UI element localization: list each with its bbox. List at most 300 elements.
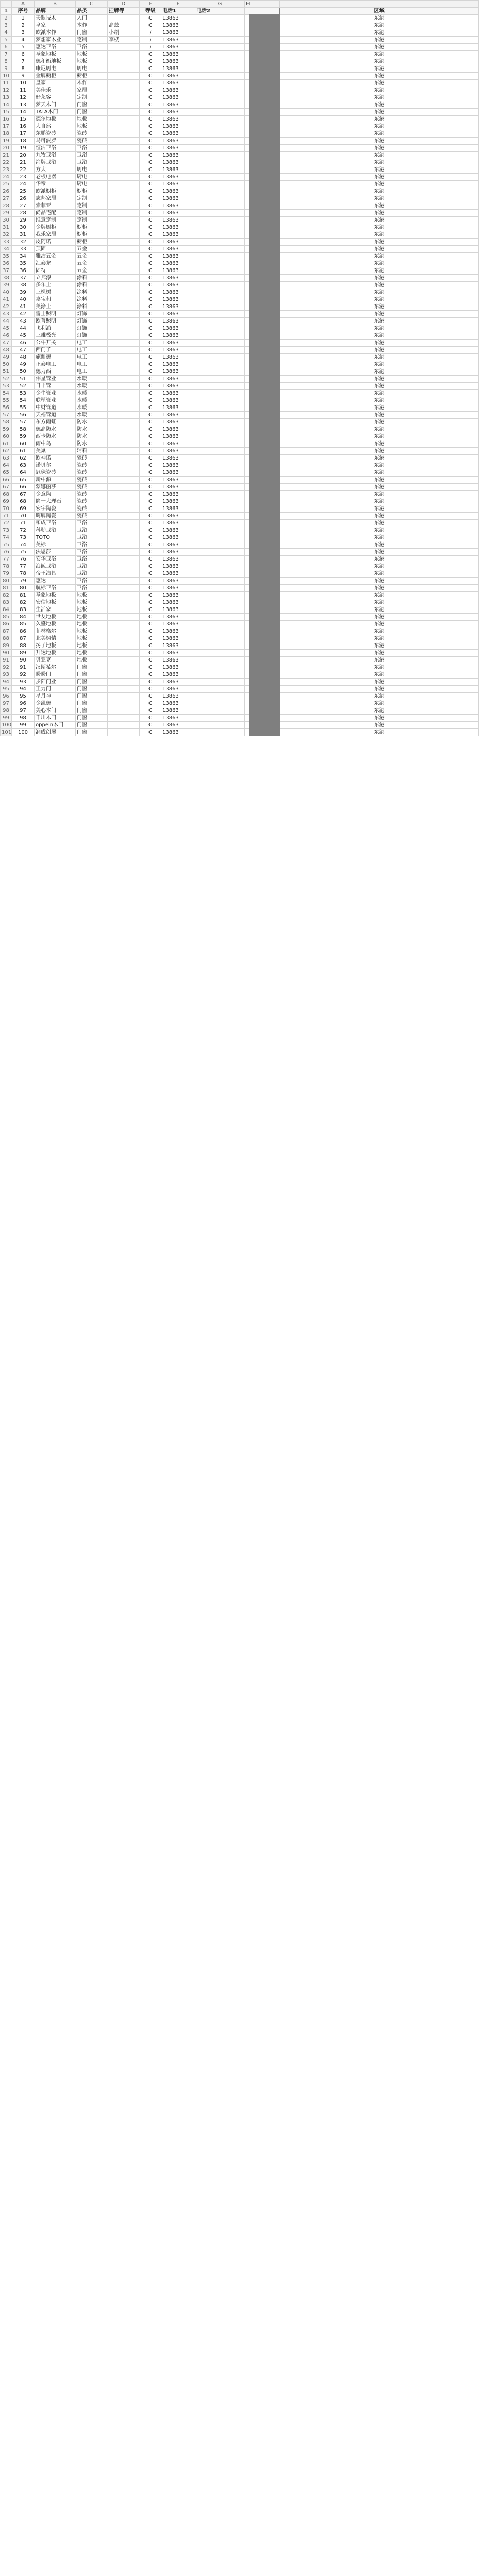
cell[interactable] — [195, 311, 245, 318]
cell[interactable]: 东港 — [280, 44, 479, 51]
cell[interactable]: 东港 — [280, 22, 479, 29]
cell[interactable] — [108, 368, 140, 376]
cell[interactable]: 水暖 — [76, 390, 108, 397]
cell[interactable]: 13863 — [161, 145, 195, 152]
cell[interactable]: 涂料 — [76, 282, 108, 289]
cell[interactable]: 100 — [12, 729, 35, 736]
cell[interactable]: / — [140, 37, 161, 44]
cell[interactable] — [245, 491, 249, 498]
row-number[interactable]: 49 — [1, 354, 12, 361]
cell[interactable] — [195, 116, 245, 123]
cell[interactable]: 13863 — [161, 138, 195, 145]
cell[interactable]: C — [140, 296, 161, 303]
cell[interactable]: 厨电 — [76, 65, 108, 73]
cell[interactable] — [108, 347, 140, 354]
cell[interactable] — [245, 260, 249, 267]
cell[interactable]: 13863 — [161, 715, 195, 722]
cell[interactable]: C — [140, 491, 161, 498]
cell[interactable] — [108, 614, 140, 621]
row-number[interactable]: 45 — [1, 325, 12, 332]
cell[interactable]: C — [140, 311, 161, 318]
row-number[interactable]: 15 — [1, 109, 12, 116]
cell[interactable] — [245, 729, 249, 736]
cell[interactable] — [195, 614, 245, 621]
cell[interactable] — [195, 520, 245, 527]
cell[interactable]: 13863 — [161, 599, 195, 606]
cell[interactable]: 20 — [12, 152, 35, 159]
cell[interactable]: 水暖 — [76, 412, 108, 419]
cell[interactable]: 49 — [12, 361, 35, 368]
cell[interactable]: 13863 — [161, 340, 195, 347]
cell[interactable] — [195, 426, 245, 433]
cell[interactable]: 82 — [12, 599, 35, 606]
cell[interactable]: 金牌橱柜 — [35, 73, 76, 80]
cell[interactable]: 门窗 — [76, 29, 108, 37]
cell[interactable]: 13863 — [161, 116, 195, 123]
cell[interactable]: 东港 — [280, 58, 479, 65]
cell[interactable] — [195, 51, 245, 58]
cell[interactable]: 橱柜 — [76, 224, 108, 231]
cell[interactable]: 志邦家居 — [35, 195, 76, 202]
cell[interactable]: 62 — [12, 455, 35, 462]
cell[interactable]: 13863 — [161, 614, 195, 621]
cell[interactable]: C — [140, 282, 161, 289]
cell[interactable]: 91 — [12, 664, 35, 671]
cell[interactable]: 马可波罗 — [35, 138, 76, 145]
cell[interactable] — [108, 174, 140, 181]
cell[interactable] — [245, 715, 249, 722]
cell[interactable] — [245, 462, 249, 469]
cell[interactable] — [245, 527, 249, 534]
cell[interactable]: 13863 — [161, 296, 195, 303]
cell[interactable]: 13863 — [161, 635, 195, 642]
row-number[interactable]: 64 — [1, 462, 12, 469]
cell[interactable] — [108, 498, 140, 505]
cell[interactable]: C — [140, 217, 161, 224]
cell[interactable] — [195, 368, 245, 376]
cell[interactable] — [195, 462, 245, 469]
cell[interactable] — [195, 491, 245, 498]
cell[interactable] — [108, 318, 140, 325]
cell[interactable]: 58 — [12, 426, 35, 433]
cell[interactable]: 嘉宝莉 — [35, 296, 76, 303]
cell[interactable]: 东港 — [280, 376, 479, 383]
column-header[interactable]: C — [76, 1, 108, 8]
cell[interactable]: 13863 — [161, 455, 195, 462]
cell[interactable]: C — [140, 455, 161, 462]
cell[interactable]: C — [140, 101, 161, 109]
cell[interactable]: 卫浴 — [76, 145, 108, 152]
cell[interactable]: 13863 — [161, 195, 195, 202]
cell[interactable]: 13863 — [161, 311, 195, 318]
cell[interactable] — [108, 195, 140, 202]
cell[interactable]: 7 — [12, 58, 35, 65]
cell[interactable] — [108, 412, 140, 419]
cell[interactable]: 2 — [12, 22, 35, 29]
cell[interactable] — [195, 448, 245, 455]
cell[interactable] — [108, 123, 140, 130]
cell[interactable]: 东港 — [280, 94, 479, 101]
cell[interactable] — [108, 87, 140, 94]
cell[interactable]: 东港 — [280, 101, 479, 109]
row-number[interactable]: 88 — [1, 635, 12, 642]
cell[interactable]: / — [140, 29, 161, 37]
cell[interactable]: C — [140, 505, 161, 513]
cell[interactable] — [245, 556, 249, 563]
cell[interactable]: 92 — [12, 671, 35, 679]
cell[interactable]: 多乐士 — [35, 282, 76, 289]
cell[interactable]: 东港 — [280, 87, 479, 94]
cell[interactable] — [245, 217, 249, 224]
cell[interactable]: C — [140, 592, 161, 599]
cell[interactable] — [245, 426, 249, 433]
cell[interactable]: 东港 — [280, 570, 479, 578]
cell[interactable]: 卫浴 — [76, 534, 108, 541]
cell[interactable]: 东港 — [280, 239, 479, 246]
cell[interactable] — [108, 138, 140, 145]
cell[interactable]: 东港 — [280, 340, 479, 347]
cell[interactable] — [195, 159, 245, 166]
cell[interactable]: 门窗 — [76, 700, 108, 707]
row-number[interactable]: 55 — [1, 397, 12, 404]
cell[interactable] — [108, 325, 140, 332]
cell[interactable] — [195, 246, 245, 253]
cell[interactable]: 天福管道 — [35, 412, 76, 419]
cell[interactable] — [245, 541, 249, 549]
cell[interactable] — [108, 239, 140, 246]
cell[interactable]: 索菲亚 — [35, 202, 76, 210]
row-number[interactable]: 67 — [1, 484, 12, 491]
cell[interactable] — [195, 679, 245, 686]
row-number[interactable]: 42 — [1, 303, 12, 311]
cell[interactable] — [108, 181, 140, 188]
cell[interactable]: 东港 — [280, 311, 479, 318]
cell[interactable]: 金意陶 — [35, 491, 76, 498]
row-number[interactable]: 50 — [1, 361, 12, 368]
cell[interactable] — [245, 578, 249, 585]
cell[interactable]: 电话2 — [195, 8, 245, 15]
cell[interactable]: 1 — [12, 15, 35, 22]
cell[interactable]: 东港 — [280, 715, 479, 722]
cell[interactable]: 定制 — [76, 195, 108, 202]
cell[interactable] — [245, 657, 249, 664]
cell[interactable]: 东港 — [280, 578, 479, 585]
cell[interactable]: C — [140, 541, 161, 549]
cell[interactable] — [195, 188, 245, 195]
cell[interactable] — [108, 534, 140, 541]
cell[interactable] — [195, 563, 245, 570]
cell[interactable]: 东港 — [280, 397, 479, 404]
cell[interactable]: C — [140, 376, 161, 383]
cell[interactable]: C — [140, 275, 161, 282]
cell[interactable]: 小胡 — [108, 29, 140, 37]
cell[interactable] — [195, 202, 245, 210]
cell[interactable] — [108, 217, 140, 224]
cell[interactable] — [108, 397, 140, 404]
cell[interactable]: 59 — [12, 433, 35, 440]
cell[interactable] — [245, 650, 249, 657]
cell[interactable]: C — [140, 440, 161, 448]
cell[interactable] — [245, 101, 249, 109]
cell[interactable]: C — [140, 202, 161, 210]
cell[interactable]: 金牌厨柜 — [35, 224, 76, 231]
cell[interactable]: 王力门 — [35, 686, 76, 693]
cell[interactable]: 区域 — [280, 8, 479, 15]
cell[interactable]: C — [140, 65, 161, 73]
cell[interactable] — [195, 282, 245, 289]
cell[interactable]: 久盛地板 — [35, 621, 76, 628]
cell[interactable]: TOTO — [35, 534, 76, 541]
cell[interactable]: C — [140, 109, 161, 116]
cell[interactable] — [195, 383, 245, 390]
cell[interactable]: 31 — [12, 231, 35, 239]
cell[interactable]: 67 — [12, 491, 35, 498]
cell[interactable]: 航标卫浴 — [35, 585, 76, 592]
cell[interactable]: 东港 — [280, 585, 479, 592]
row-number[interactable]: 27 — [1, 195, 12, 202]
cell[interactable]: 欧神诺 — [35, 455, 76, 462]
cell[interactable] — [245, 635, 249, 642]
cell[interactable]: 伟星管业 — [35, 376, 76, 383]
row-number[interactable]: 6 — [1, 44, 12, 51]
cell[interactable]: 东港 — [280, 729, 479, 736]
row-number[interactable]: 99 — [1, 715, 12, 722]
cell[interactable] — [245, 253, 249, 260]
cell[interactable]: 东港 — [280, 679, 479, 686]
cell[interactable]: C — [140, 73, 161, 80]
cell[interactable] — [108, 267, 140, 275]
cell[interactable]: 13863 — [161, 527, 195, 534]
cell[interactable]: 汇泰龙 — [35, 260, 76, 267]
cell[interactable]: 菲林格尔 — [35, 628, 76, 635]
cell[interactable]: 72 — [12, 527, 35, 534]
cell[interactable]: 防水 — [76, 440, 108, 448]
cell[interactable] — [195, 253, 245, 260]
row-number[interactable]: 70 — [1, 505, 12, 513]
cell[interactable]: 13863 — [161, 267, 195, 275]
cell[interactable] — [195, 440, 245, 448]
cell[interactable]: 13863 — [161, 253, 195, 260]
cell[interactable]: 家居 — [76, 87, 108, 94]
cell[interactable]: C — [140, 303, 161, 311]
row-number[interactable]: 85 — [1, 614, 12, 621]
cell[interactable]: 东港 — [280, 599, 479, 606]
cell[interactable]: 96 — [12, 700, 35, 707]
cell[interactable] — [245, 404, 249, 412]
cell[interactable]: 13863 — [161, 58, 195, 65]
cell[interactable]: 厨电 — [76, 174, 108, 181]
cell[interactable] — [245, 628, 249, 635]
cell[interactable] — [245, 159, 249, 166]
cell[interactable]: / — [140, 44, 161, 51]
cell[interactable]: 14 — [12, 109, 35, 116]
cell[interactable]: C — [140, 195, 161, 202]
cell[interactable]: 13863 — [161, 275, 195, 282]
cell[interactable]: 东港 — [280, 433, 479, 440]
cell[interactable]: 顶固 — [35, 246, 76, 253]
cell[interactable]: 44 — [12, 325, 35, 332]
cell[interactable]: 东港 — [280, 541, 479, 549]
cell[interactable]: 木作 — [76, 22, 108, 29]
cell[interactable]: 5 — [12, 44, 35, 51]
row-number[interactable]: 93 — [1, 671, 12, 679]
row-number[interactable]: 36 — [1, 260, 12, 267]
cell[interactable]: 水暖 — [76, 376, 108, 383]
cell[interactable]: 地板 — [76, 123, 108, 130]
cell[interactable] — [195, 671, 245, 679]
cell[interactable]: 东港 — [280, 549, 479, 556]
cell[interactable]: 安华卫浴 — [35, 556, 76, 563]
cell[interactable] — [195, 484, 245, 491]
row-number[interactable]: 2 — [1, 15, 12, 22]
cell[interactable]: 门窗 — [76, 679, 108, 686]
cell[interactable] — [245, 707, 249, 715]
cell[interactable]: 华帝 — [35, 181, 76, 188]
row-number[interactable]: 34 — [1, 246, 12, 253]
cell[interactable]: 13863 — [161, 505, 195, 513]
row-number[interactable]: 97 — [1, 700, 12, 707]
cell[interactable]: 60 — [12, 440, 35, 448]
cell[interactable]: 78 — [12, 570, 35, 578]
cell[interactable]: 48 — [12, 354, 35, 361]
cell[interactable] — [245, 94, 249, 101]
cell[interactable]: 27 — [12, 202, 35, 210]
cell[interactable]: 16 — [12, 123, 35, 130]
cell[interactable]: 东港 — [280, 159, 479, 166]
cell[interactable]: C — [140, 570, 161, 578]
row-number[interactable]: 35 — [1, 253, 12, 260]
cell[interactable] — [108, 635, 140, 642]
cell[interactable]: 13863 — [161, 556, 195, 563]
cell[interactable]: C — [140, 650, 161, 657]
cell[interactable]: 防水 — [76, 433, 108, 440]
cell[interactable]: 86 — [12, 628, 35, 635]
cell[interactable] — [195, 513, 245, 520]
cell[interactable] — [245, 195, 249, 202]
cell[interactable]: 联塑管业 — [35, 397, 76, 404]
cell[interactable]: 中财管道 — [35, 404, 76, 412]
cell[interactable]: 13863 — [161, 628, 195, 635]
cell[interactable]: 11 — [12, 87, 35, 94]
row-number[interactable]: 59 — [1, 426, 12, 433]
cell[interactable]: 东港 — [280, 440, 479, 448]
cell[interactable]: 24 — [12, 181, 35, 188]
cell[interactable]: oppein木门 — [35, 722, 76, 729]
row-number[interactable]: 71 — [1, 513, 12, 520]
cell[interactable]: C — [140, 469, 161, 477]
cell[interactable]: 施耐德 — [35, 354, 76, 361]
cell[interactable]: C — [140, 563, 161, 570]
cell[interactable] — [195, 138, 245, 145]
cell[interactable]: 门窗 — [76, 686, 108, 693]
row-number[interactable]: 89 — [1, 642, 12, 650]
cell[interactable] — [195, 650, 245, 657]
row-number[interactable]: 44 — [1, 318, 12, 325]
row-number[interactable]: 77 — [1, 556, 12, 563]
cell[interactable]: 立邦漆 — [35, 275, 76, 282]
cell[interactable] — [195, 412, 245, 419]
row-number[interactable]: 29 — [1, 210, 12, 217]
cell[interactable]: 50 — [12, 368, 35, 376]
cell[interactable]: 13863 — [161, 700, 195, 707]
row-number[interactable]: 75 — [1, 541, 12, 549]
cell[interactable]: 13863 — [161, 534, 195, 541]
cell[interactable]: 电工 — [76, 340, 108, 347]
row-number[interactable]: 54 — [1, 390, 12, 397]
cell[interactable]: 浪鲸卫浴 — [35, 563, 76, 570]
cell[interactable] — [108, 700, 140, 707]
cell[interactable]: 东港 — [280, 354, 479, 361]
cell[interactable]: 瓷砖 — [76, 138, 108, 145]
cell[interactable]: 皇家 — [35, 80, 76, 87]
cell[interactable]: 13863 — [161, 592, 195, 599]
cell[interactable]: 13863 — [161, 22, 195, 29]
cell[interactable]: C — [140, 51, 161, 58]
cell[interactable] — [195, 578, 245, 585]
cell[interactable] — [245, 311, 249, 318]
cell[interactable]: 地板 — [76, 635, 108, 642]
cell[interactable]: 东港 — [280, 527, 479, 534]
cell[interactable]: 东港 — [280, 426, 479, 433]
cell[interactable] — [245, 570, 249, 578]
cell[interactable]: 29 — [12, 217, 35, 224]
cell[interactable]: TATA木门 — [35, 109, 76, 116]
cell[interactable]: 东港 — [280, 15, 479, 22]
cell[interactable]: 93 — [12, 679, 35, 686]
cell[interactable]: 13863 — [161, 361, 195, 368]
cell[interactable] — [245, 390, 249, 397]
cell[interactable]: 东港 — [280, 621, 479, 628]
cell[interactable] — [245, 73, 249, 80]
cell[interactable]: 13863 — [161, 109, 195, 116]
cell[interactable]: 橱柜 — [76, 239, 108, 246]
cell[interactable]: C — [140, 383, 161, 390]
cell[interactable] — [245, 700, 249, 707]
cell[interactable]: 等级 — [140, 8, 161, 15]
cell[interactable]: 大自然 — [35, 123, 76, 130]
cell[interactable] — [245, 549, 249, 556]
cell[interactable]: 东港 — [280, 693, 479, 700]
row-number[interactable]: 23 — [1, 166, 12, 174]
cell[interactable]: 尚品宅配 — [35, 210, 76, 217]
cell[interactable]: 13863 — [161, 693, 195, 700]
cell[interactable]: 地板 — [76, 58, 108, 65]
row-number[interactable]: 72 — [1, 520, 12, 527]
cell[interactable] — [245, 376, 249, 383]
cell[interactable]: 30 — [12, 224, 35, 231]
cell[interactable] — [108, 159, 140, 166]
cell[interactable]: C — [140, 679, 161, 686]
cell[interactable]: 五金 — [76, 267, 108, 275]
cell[interactable]: 雷士照明 — [35, 311, 76, 318]
cell[interactable] — [195, 707, 245, 715]
cell[interactable] — [108, 260, 140, 267]
cell[interactable]: 欧派木作 — [35, 29, 76, 37]
cell[interactable]: 世友地板 — [35, 614, 76, 621]
cell[interactable] — [108, 246, 140, 253]
cell[interactable]: C — [140, 729, 161, 736]
cell[interactable] — [195, 195, 245, 202]
cell[interactable]: C — [140, 159, 161, 166]
cell[interactable]: 12 — [12, 94, 35, 101]
cell[interactable]: 37 — [12, 275, 35, 282]
cell[interactable]: 25 — [12, 188, 35, 195]
cell[interactable]: 方太 — [35, 166, 76, 174]
cell[interactable]: 东港 — [280, 231, 479, 239]
cell[interactable]: 五金 — [76, 253, 108, 260]
cell[interactable]: 东港 — [280, 520, 479, 527]
cell[interactable]: 挂牌等 — [108, 8, 140, 15]
